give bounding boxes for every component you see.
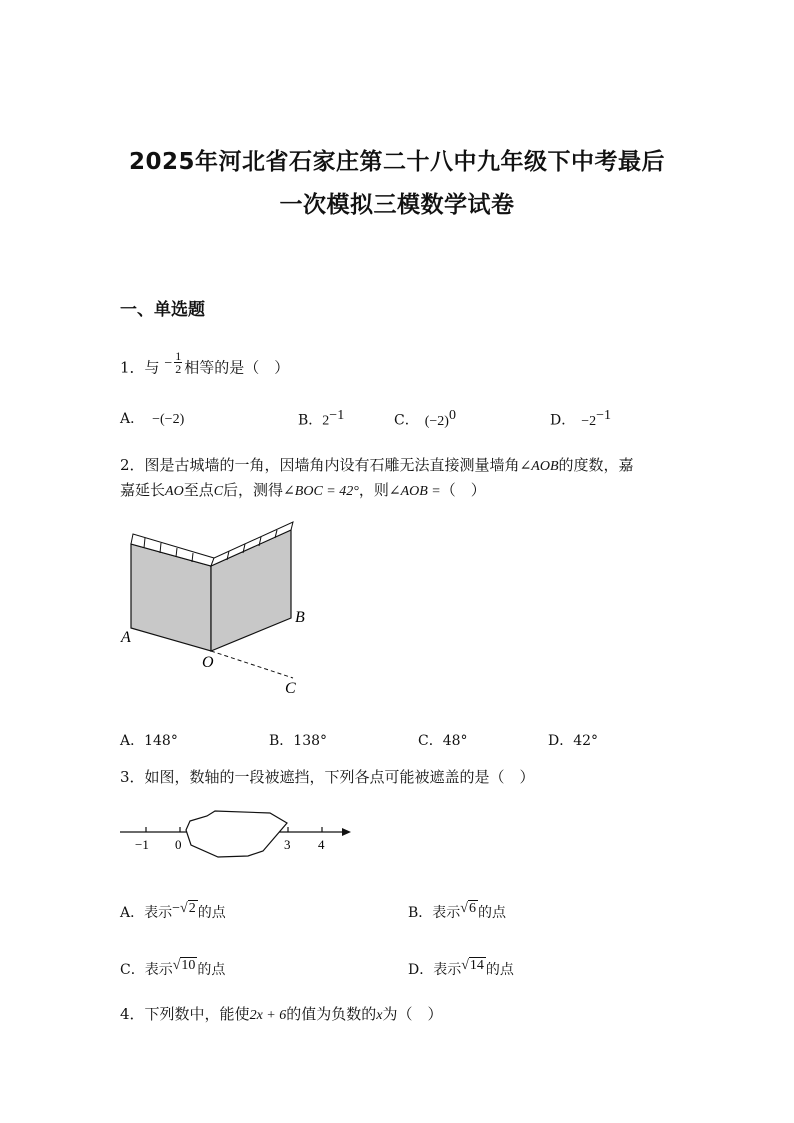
tick-label-4: 4 xyxy=(318,837,325,852)
option-base: 2 xyxy=(322,413,330,429)
fraction-numerator: 1 xyxy=(175,349,182,363)
option-c[interactable] xyxy=(120,959,225,979)
variable-x: x xyxy=(376,1008,383,1023)
segment-ao: AO xyxy=(165,484,184,499)
question-text: （ ） xyxy=(440,481,486,499)
label-c: C xyxy=(285,680,296,697)
tick-label-3: 3 xyxy=(284,837,291,852)
point-c: C xyxy=(213,484,224,499)
option-d[interactable]: D．42° xyxy=(548,733,599,749)
angle-aob-query: ∠AOB = xyxy=(388,484,441,499)
option-b[interactable]: B．138° xyxy=(269,733,328,749)
option-base: −2 xyxy=(581,413,597,429)
option-label: B． xyxy=(298,412,323,429)
minus-sign: − xyxy=(172,901,181,916)
sqrt-2: √2 xyxy=(180,901,196,916)
dashed-extension-oc xyxy=(211,651,293,678)
option-exponent: −1 xyxy=(596,408,612,423)
question-text: 至点 xyxy=(183,481,214,499)
question-3 xyxy=(120,766,535,787)
option-tail: 的点 xyxy=(485,962,514,978)
label-o: O xyxy=(202,654,214,671)
radicand: 10 xyxy=(181,958,196,973)
option-math: −(−2) xyxy=(152,412,185,427)
option-c[interactable] xyxy=(394,408,456,430)
option-tail: 的点 xyxy=(477,905,506,921)
section-heading-single-choice: 一、单选题 xyxy=(120,300,205,320)
axis-arrow xyxy=(342,828,351,836)
question-number: 2． xyxy=(120,456,145,474)
covering-blob xyxy=(186,811,287,857)
question-number: 1． xyxy=(120,358,145,377)
option-d[interactable] xyxy=(408,959,514,979)
option-d[interactable] xyxy=(550,408,611,430)
question-text: 嘉延长 xyxy=(120,481,166,499)
minus-sign: − xyxy=(164,355,173,371)
option-tail: 的点 xyxy=(197,962,226,978)
question-text: 与 xyxy=(144,358,160,377)
question-text: 下列数中，能使 xyxy=(144,1005,250,1023)
option-label: C．表示 xyxy=(120,962,173,978)
question-1 xyxy=(120,349,290,381)
paper-title-line2: 一次模拟三模数学试卷 xyxy=(279,192,515,218)
question-2-line1 xyxy=(120,454,634,475)
option-a[interactable] xyxy=(120,902,226,922)
option-b[interactable] xyxy=(408,902,506,922)
question-4 xyxy=(120,1003,442,1024)
question-2-line2 xyxy=(120,479,486,500)
question-text: ，则 xyxy=(358,481,389,499)
sqrt-14: √14 xyxy=(461,958,484,973)
question-text: 的度数，嘉 xyxy=(558,456,634,474)
number-line-figure xyxy=(115,805,360,860)
fraction-one-half xyxy=(174,350,182,375)
sqrt-10: √10 xyxy=(172,958,196,973)
option-label: B．表示 xyxy=(408,905,461,921)
expression-2x-plus-6: 2x + 6 xyxy=(249,1008,287,1023)
question-text: 如图，数轴的一段被遮挡，下列各点可能被遮盖的是（ ） xyxy=(144,768,535,786)
option-label: D． xyxy=(550,412,576,429)
option-base: (−2) xyxy=(424,413,449,429)
option-b[interactable] xyxy=(298,408,344,430)
question-number: 3． xyxy=(120,768,145,786)
angle-aob: ∠AOB xyxy=(519,459,559,474)
sqrt-6: √6 xyxy=(460,901,476,916)
option-label: A．表示 xyxy=(120,905,173,921)
option-exponent: 0 xyxy=(448,408,456,423)
option-label: C． xyxy=(394,412,419,429)
option-tail: 的点 xyxy=(197,905,226,921)
radicand: 6 xyxy=(468,901,476,916)
angle-boc-equation: ∠BOC = 42° xyxy=(283,484,359,499)
question-text-tail: 相等的是（ ） xyxy=(184,358,290,377)
option-c[interactable]: C．48° xyxy=(418,733,468,749)
option-exponent: −1 xyxy=(329,408,345,423)
label-a: A xyxy=(121,629,131,646)
city-wall-figure xyxy=(115,518,315,700)
radicand: 14 xyxy=(469,958,484,973)
option-label: A． xyxy=(120,411,145,427)
question-text: 后，测得 xyxy=(223,481,284,499)
option-a[interactable]: A．148° xyxy=(120,733,178,749)
question-number: 4． xyxy=(120,1005,145,1023)
question-text: 为（ ） xyxy=(382,1005,443,1023)
paper-title-line1: 2025年河北省石家庄第二十八中九年级下中考最后 xyxy=(128,149,665,175)
fraction-denominator: 2 xyxy=(175,362,182,376)
question-text: 图是古城墙的一角，因墙角内设有石雕无法直接测量墙角 xyxy=(144,456,520,474)
option-a[interactable] xyxy=(120,408,184,428)
question-text: 的值为负数的 xyxy=(286,1005,377,1023)
option-label: D．表示 xyxy=(408,962,462,978)
label-b: B xyxy=(295,609,305,626)
tick-label-0: 0 xyxy=(175,837,182,852)
tick-label-minus-1: −1 xyxy=(135,837,149,852)
radicand: 2 xyxy=(188,901,196,916)
